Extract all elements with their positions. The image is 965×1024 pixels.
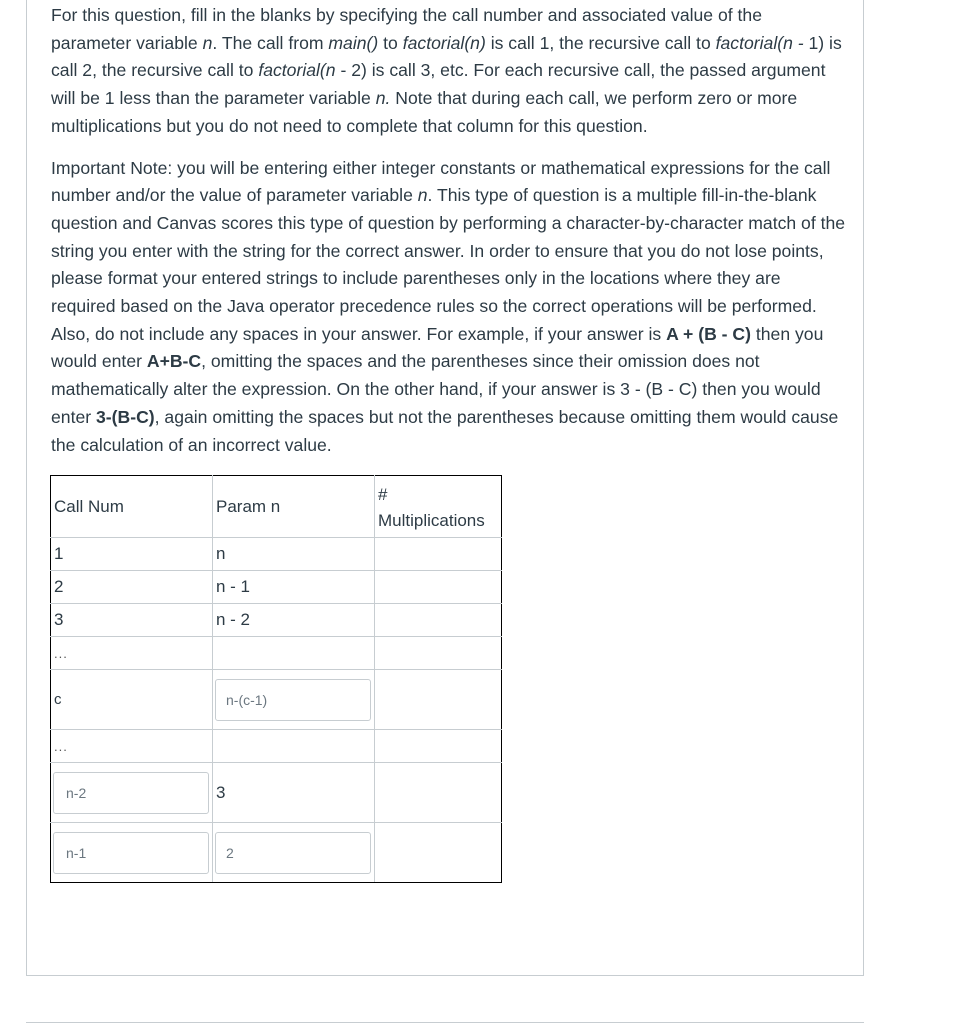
p2-run: A + (B - C)	[666, 323, 751, 344]
call-num-cell: c	[51, 670, 213, 730]
p1-run: 1) is call 2, the recursive call to	[51, 32, 842, 81]
param-cell: 3	[213, 763, 375, 823]
question-text	[51, 2, 847, 473]
call-blank-input[interactable]: n-1	[53, 832, 209, 874]
call-table	[50, 475, 502, 883]
call-blank-cell	[51, 823, 213, 883]
p2-run: then you would enter	[51, 323, 824, 372]
mult-cell	[375, 823, 502, 883]
param-blank-input[interactable]: 2	[215, 832, 371, 874]
table-row	[51, 604, 502, 637]
param-cell: n - 2	[213, 604, 375, 637]
table-row	[51, 670, 502, 730]
param-blank-cell	[213, 670, 375, 730]
p1-run: Note that during each call, we perform zero or more multiplications but you do not need to complete that column for this question.	[51, 88, 798, 136]
param-cell	[213, 730, 375, 763]
divider	[26, 1022, 864, 1023]
p2-run: 3-(B-C)	[96, 406, 155, 427]
important-note-paragraph	[51, 155, 847, 460]
header-param-n: Param n	[213, 476, 375, 538]
mult-cell	[375, 670, 502, 730]
instructions-paragraph	[51, 2, 847, 141]
call-num-cell: 2	[51, 571, 213, 604]
p1-run: For this question, fill in the blanks by specifying the call number and associated value of the parameter variable	[51, 5, 762, 53]
p2-run: A+B-C	[146, 351, 202, 372]
p1-run: to	[378, 32, 403, 53]
p1-run: factorial(n	[258, 60, 336, 81]
table-row	[51, 730, 502, 763]
table-row	[51, 637, 502, 670]
header-multiplications	[375, 476, 502, 538]
call-blank-input[interactable]: n-2	[53, 772, 209, 814]
p1-run: factorial(n -	[715, 32, 804, 53]
p2-run: n	[417, 185, 428, 206]
p2-run: . This type of question is a multiple fill-in-the-blank question and Canvas scores this type of question by performing a character-by-character match of the string you enter with the string for the correct answer. In order to ensure that you do not lose points, please format your entered strings to include parentheses only in the locations where they are required based on the Java operator precedence rules so the correct operations will be performed. Also, do not include any spaces in your answer. For example, if your answer is	[51, 185, 846, 344]
table-row	[51, 763, 502, 823]
mult-cell	[375, 763, 502, 823]
mult-cell	[375, 637, 502, 670]
param-cell: n	[213, 538, 375, 571]
header-hash: #	[378, 484, 388, 504]
ellipsis-cell: ...	[51, 730, 213, 763]
param-blank-cell	[213, 823, 375, 883]
param-blank-input[interactable]: n-(c-1)	[215, 679, 371, 721]
param-cell: n - 1	[213, 571, 375, 604]
mult-cell	[375, 604, 502, 637]
table-row	[51, 571, 502, 604]
p1-run: . The call from	[212, 32, 329, 53]
mult-cell	[375, 571, 502, 604]
call-blank-cell	[51, 763, 213, 823]
call-num-cell: 1	[51, 538, 213, 571]
header-multiplications-label: Multiplications	[378, 510, 485, 530]
p2-run: , again omitting the spaces but not the parentheses because omitting them would cause the calculation of an incorrect value.	[51, 406, 839, 455]
p1-run: main()	[328, 32, 379, 53]
table-header-row	[51, 476, 502, 538]
table-row	[51, 823, 502, 883]
p1-run: factorial(n)	[402, 32, 486, 53]
p1-run: n.	[375, 88, 391, 109]
param-cell	[213, 637, 375, 670]
p2-run: Important Note: you will be entering either integer constants or mathematical expressions for the call number and/or the value of parameter variable	[51, 157, 831, 206]
mult-cell	[375, 730, 502, 763]
mult-cell	[375, 538, 502, 571]
call-num-cell: 3	[51, 604, 213, 637]
p1-run: n	[202, 32, 213, 53]
p2-run: , omitting the spaces and the parentheses since their omission does not mathematically alter the expression. On the other hand, if your answer is 3 - (B - C) then you would enter	[51, 351, 821, 427]
ellipsis-cell: ...	[51, 637, 213, 670]
p1-run: is call 1, the recursive call to	[485, 32, 716, 53]
table-row	[51, 538, 502, 571]
header-call-num: Call Num	[51, 476, 213, 538]
p1-run: - 2) is call 3, etc. For each recursive call, the passed argument will be 1 less than the parameter variable	[51, 60, 826, 109]
